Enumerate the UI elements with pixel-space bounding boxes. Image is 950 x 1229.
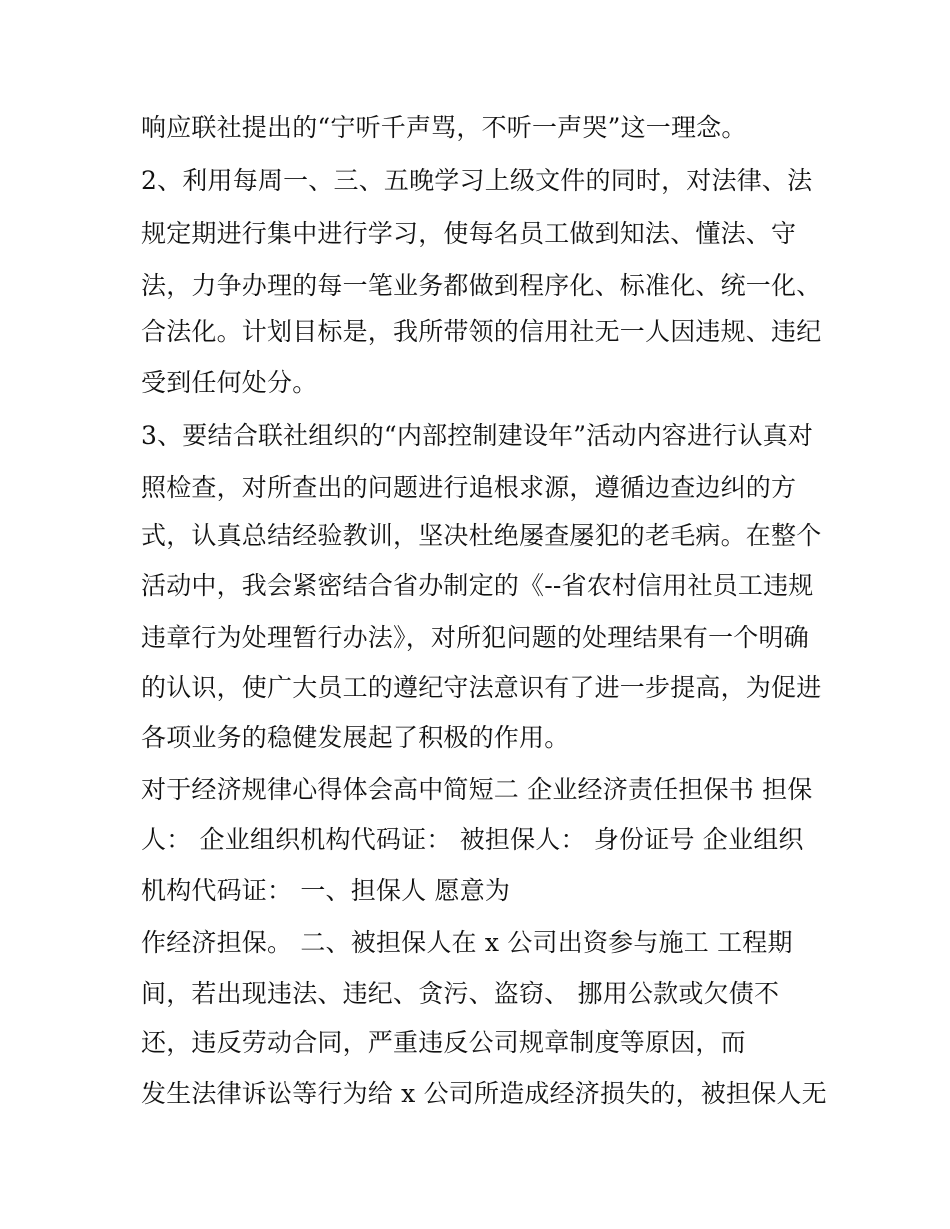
text-line: 式，认真总结经验教训，坚决杜绝屡查屡犯的老毛病。在整个	[141, 521, 822, 550]
text-line: 的认识，使广大员工的遵纪守法意识有了进一步提高，为促进	[141, 673, 822, 702]
text-line: 发生法律诉讼等行为给 x 公司所造成经济损失的，被担保人无	[141, 1079, 827, 1108]
text-line: 人： 企业组织机构代码证： 被担保人： 身份证号 企业组织	[141, 825, 804, 854]
text-line: 照检查，对所查出的问题进行追根求源，遵循边查边纠的方	[141, 473, 797, 502]
text-line: 法，力争办理的每一笔业务都做到程序化、标准化、统一化、	[141, 271, 822, 300]
text-line: 响应联社提出的“宁听千声骂，不听一声哭”这一理念。	[141, 113, 747, 142]
text-line: 对于经济规律心得体会高中简短二 企业经济责任担保书 担保	[141, 775, 813, 804]
text-line: 各项业务的稳健发展起了积极的作用。	[141, 723, 570, 752]
text-line: 作经济担保。 二、被担保人在 x 公司出资参与施工 工程期	[141, 928, 793, 957]
text-line: 2、利用每周一、三、五晚学习上级文件的同时，对法律、法	[141, 166, 813, 195]
text-line: 活动中，我会紧密结合省办制定的《--省农村信用社员工违规	[141, 571, 814, 600]
text-line: 违章行为处理暂行办法》，对所犯问题的处理结果有一个明确	[141, 623, 809, 652]
text-line: 合法化。计划目标是，我所带领的信用社无一人因违规、违纪	[141, 317, 822, 346]
text-line: 还，违反劳动合同，严重违反公司规章制度等原因，而	[141, 1028, 746, 1057]
text-line: 规定期进行集中进行学习，使每名员工做到知法、懂法、守	[141, 219, 797, 248]
text-line: 间，若出现违法、违纪、贪污、盗窃、 挪用公款或欠债不	[141, 979, 780, 1008]
text-line: 3、要结合联社组织的“内部控制建设年”活动内容进行认真对	[141, 421, 814, 450]
text-line: 机构代码证： 一、担保人 愿意为	[141, 876, 511, 905]
text-line: 受到任何处分。	[141, 368, 318, 397]
